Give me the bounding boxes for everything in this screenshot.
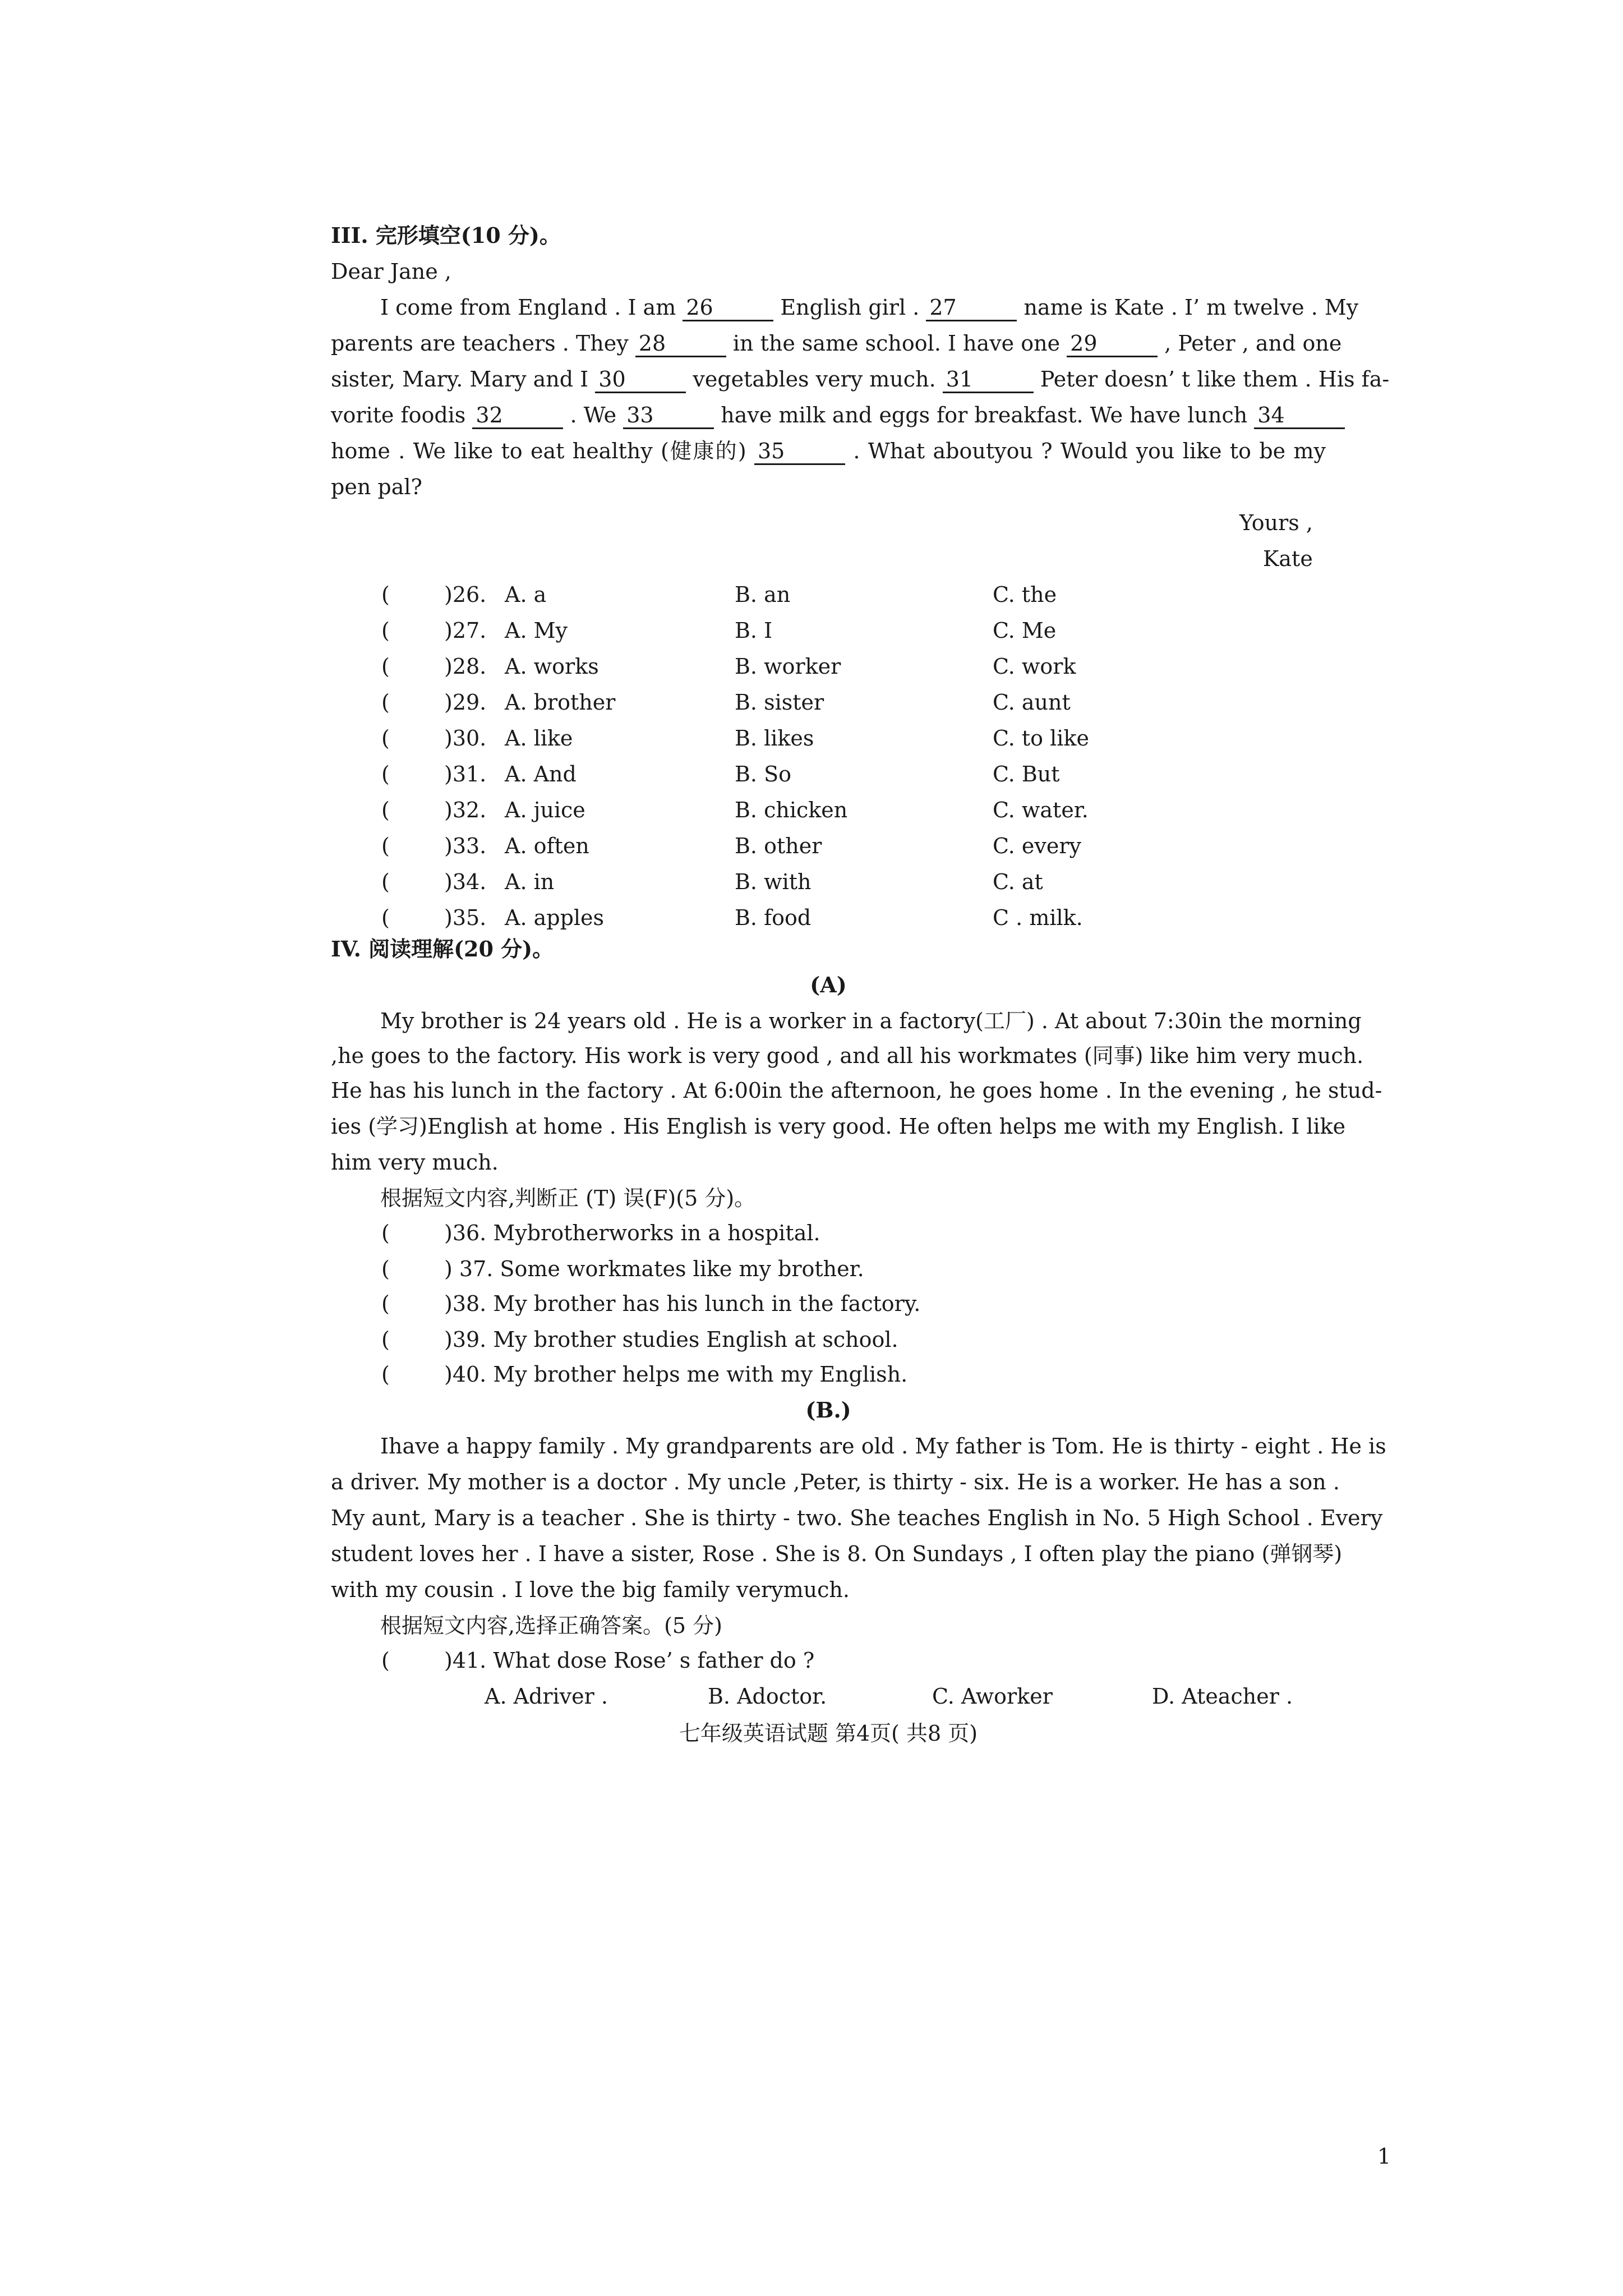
question-number: )28.: [444, 654, 487, 679]
option-c[interactable]: C. to like: [993, 726, 1089, 751]
part-b-heading: (B.): [805, 1397, 851, 1423]
answer-paren: (: [381, 618, 390, 643]
passage-line-4: vorite foodis 32 . We 33 have milk and eggs for breakfast. We have lunch 34: [331, 401, 1326, 430]
question-number: )32.: [444, 798, 487, 822]
question-number: )27.: [444, 618, 487, 643]
option-b[interactable]: B. food: [735, 905, 811, 930]
blank-26[interactable]: 26: [683, 295, 773, 321]
part-b-line-5: with my cousin . I love the big family verymuch.: [331, 1577, 850, 1602]
part-a-line-1: My brother is 24 years old . He is a worker in a factory(工厂) . At about 7:30in the morning: [380, 1009, 1362, 1033]
option-c[interactable]: C. Me: [993, 618, 1057, 643]
option-a[interactable]: A. brother: [505, 690, 616, 715]
option-a[interactable]: A. in: [505, 869, 555, 894]
option-c[interactable]: C . milk.: [993, 905, 1083, 930]
answer-paren: (: [381, 834, 390, 858]
option-a[interactable]: A. And: [505, 762, 577, 786]
option-a[interactable]: A. works: [505, 654, 599, 679]
blank-28[interactable]: 28: [635, 331, 726, 357]
page-number: 1: [1377, 2144, 1391, 2169]
page-footer: 七年级英语试题 第4页( 共8 页): [679, 1721, 978, 1746]
blank-33[interactable]: 33: [623, 403, 714, 429]
option-c[interactable]: C. at: [993, 869, 1043, 894]
option-b[interactable]: B. So: [735, 762, 791, 786]
tf-question-38[interactable]: ( )38. My brother has his lunch in the factory.: [381, 1291, 921, 1316]
letter-signature: Kate: [1263, 546, 1313, 571]
question-number: )30.: [444, 726, 487, 751]
answer-paren: (: [381, 905, 390, 930]
part-b-line-1: Ihave a happy family . My grandparents are old . My father is Tom. He is thirty - eight . He is: [380, 1434, 1386, 1458]
part-a-line-4: ies (学习)English at home . His English is very good. He often helps me with my English. I like: [331, 1114, 1346, 1139]
passage-line-1: I come from England . I am 26 English girl . 27 name is Kate . I’ m twelve . My: [331, 293, 1326, 322]
option-a[interactable]: A. juice: [505, 798, 585, 822]
option-b[interactable]: B. an: [735, 582, 791, 607]
part-b-instruction: 根据短文内容,选择正确答案。(5 分): [380, 1613, 722, 1638]
tf-question-39[interactable]: ( )39. My brother studies English at school.: [381, 1327, 898, 1352]
passage-line-6: pen pal?: [331, 475, 422, 499]
blank-35[interactable]: 35: [754, 439, 845, 465]
answer-paren: (: [381, 582, 390, 607]
option-a[interactable]: A. like: [505, 726, 573, 751]
question-number: )29.: [444, 690, 487, 715]
question-number: )35.: [444, 905, 487, 930]
part-b-line-4: student loves her . I have a sister, Rose . She is 8. On Sundays , I often play the piano (弹钢琴): [331, 1542, 1343, 1566]
part-a-heading: (A): [810, 972, 847, 997]
tf-question-36[interactable]: ( )36. Mybrotherworks in a hospital.: [381, 1221, 820, 1245]
passage-line-3: sister, Mary. Mary and I 30 vegetables very much. 31 Peter doesn’ t like them . His fa-: [331, 365, 1326, 394]
tf-question-37[interactable]: ( ) 37. Some workmates like my brother.: [381, 1257, 864, 1281]
option-c[interactable]: C. the: [993, 582, 1057, 607]
passage-line-2: parents are teachers . They 28 in the same school. I have one 29 , Peter , and one: [331, 329, 1326, 358]
letter-closing: Yours ,: [1239, 510, 1313, 535]
part-b-line-2: a driver. My mother is a doctor . My uncle ,Peter, is thirty - six. He is a worker. He has a son .: [331, 1470, 1340, 1494]
part-b-line-3: My aunt, Mary is a teacher . She is thirty - two. She teaches English in No. 5 High School . Every: [331, 1506, 1383, 1530]
option-c[interactable]: C. every: [993, 834, 1081, 858]
part-a-line-3: He has his lunch in the factory . At 6:00in the afternoon, he goes home . In the evening , he stud-: [331, 1078, 1382, 1103]
section3-title: III. 完形填空(10 分)。: [331, 223, 561, 248]
q41-option-a[interactable]: A. Adriver .: [485, 1684, 608, 1709]
part-a-line-2: ,he goes to the factory. His work is very good , and all his workmates (同事) like him very much.: [331, 1043, 1364, 1068]
question-number: )33.: [444, 834, 487, 858]
answer-paren: (: [381, 869, 390, 894]
option-a[interactable]: A. apples: [505, 905, 605, 930]
q41-option-b[interactable]: B. Adoctor.: [708, 1684, 827, 1709]
blank-34[interactable]: 34: [1254, 403, 1345, 429]
question-number: )34.: [444, 869, 487, 894]
section4-title: IV. 阅读理解(20 分)。: [331, 936, 554, 961]
option-c[interactable]: C. water.: [993, 798, 1089, 822]
answer-paren: (: [381, 798, 390, 822]
blank-29[interactable]: 29: [1067, 331, 1158, 357]
part-a-line-5: him very much.: [331, 1150, 499, 1175]
mc-question-41[interactable]: ( )41. What dose Rose’ s father do ?: [381, 1648, 815, 1673]
option-b[interactable]: B. worker: [735, 654, 841, 679]
option-b[interactable]: B. sister: [735, 690, 824, 715]
answer-paren: (: [381, 762, 390, 786]
answer-paren: (: [381, 726, 390, 751]
question-number: )26.: [444, 582, 487, 607]
answer-paren: (: [381, 654, 390, 679]
blank-32[interactable]: 32: [472, 403, 563, 429]
option-b[interactable]: B. other: [735, 834, 822, 858]
option-c[interactable]: C. But: [993, 762, 1060, 786]
blank-30[interactable]: 30: [595, 367, 686, 393]
option-b[interactable]: B. chicken: [735, 798, 848, 822]
option-c[interactable]: C. aunt: [993, 690, 1071, 715]
option-b[interactable]: B. with: [735, 869, 811, 894]
option-b[interactable]: B. likes: [735, 726, 814, 751]
part-a-instruction: 根据短文内容,判断正 (T) 误(F)(5 分)。: [380, 1186, 756, 1211]
option-a[interactable]: A. often: [505, 834, 589, 858]
letter-greeting: Dear Jane ,: [331, 259, 451, 284]
question-number: )31.: [444, 762, 487, 786]
passage-line-5: home . We like to eat healthy (健康的) 35 . What aboutyou ? Would you like to be my: [331, 436, 1326, 466]
option-a[interactable]: A. a: [505, 582, 547, 607]
blank-27[interactable]: 27: [926, 295, 1017, 321]
answer-paren: (: [381, 690, 390, 715]
option-c[interactable]: C. work: [993, 654, 1076, 679]
blank-31[interactable]: 31: [943, 367, 1034, 393]
tf-question-40[interactable]: ( )40. My brother helps me with my English.: [381, 1362, 908, 1387]
q41-option-d[interactable]: D. Ateacher .: [1152, 1684, 1293, 1709]
q41-option-c[interactable]: C. Aworker: [932, 1684, 1053, 1709]
option-b[interactable]: B. I: [735, 618, 773, 643]
option-a[interactable]: A. My: [505, 618, 568, 643]
